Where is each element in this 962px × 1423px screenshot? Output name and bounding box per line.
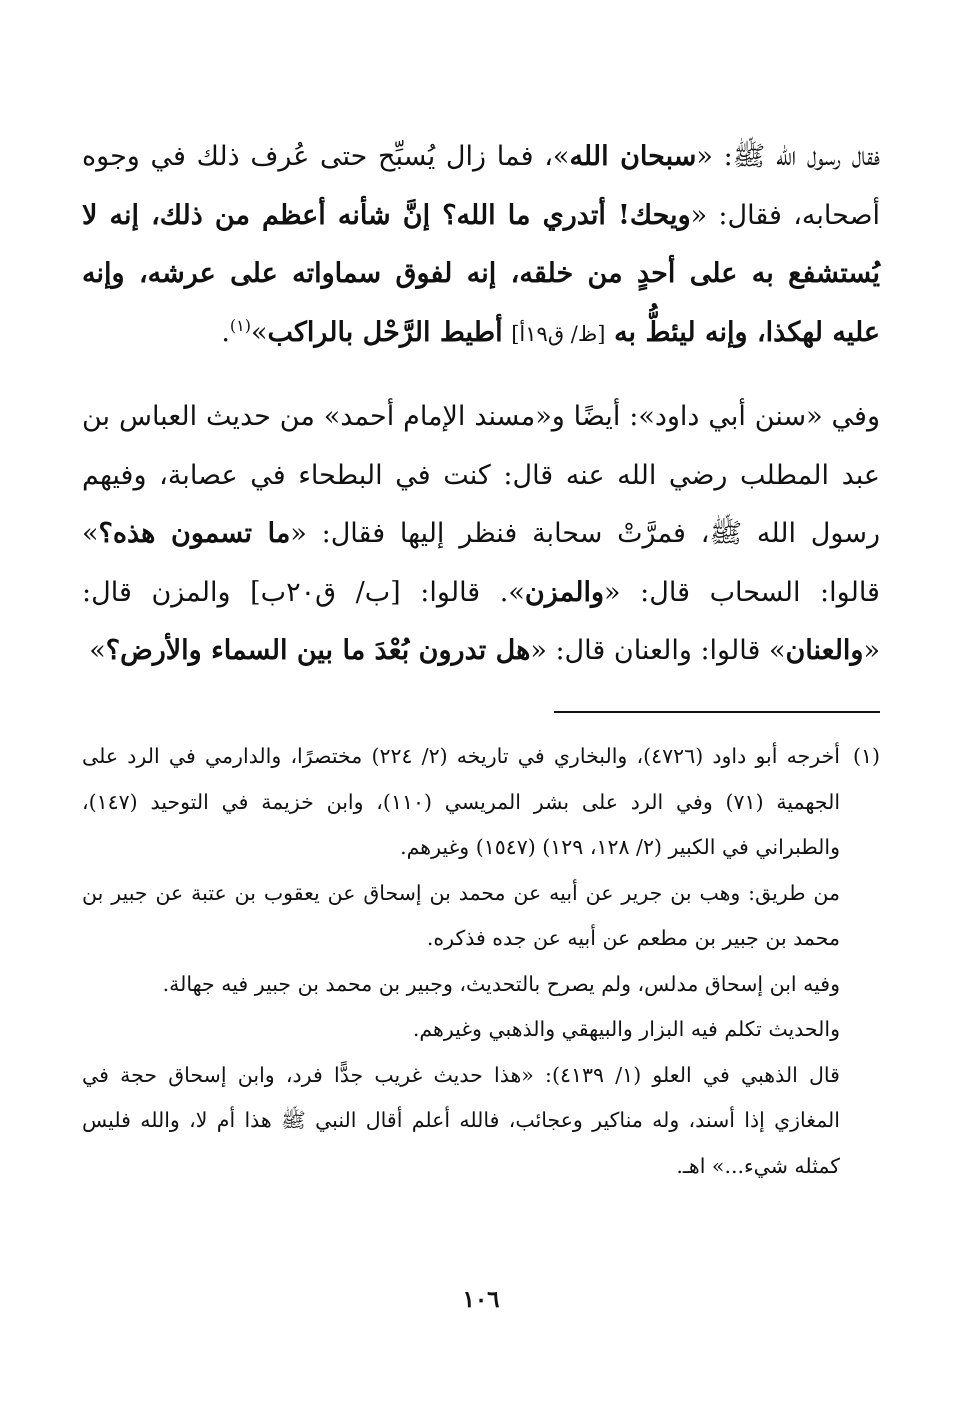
footnote-text-illa: وفيه ابن إسحاق مدلس، ولم يصرح بالتحديث، وجبير بن محمد بن جبير فيه جهالة. [162,971,840,996]
footnote-number: (١) [852,744,880,768]
p1-text-a: فقال رسول الله ﷺ: « [696,141,880,172]
p2-quote-anan: والعنان [785,635,864,666]
footnote-text-takhrij: أخرجه أبو داود (٤٧٢٦)، والبخاري في تاريخه (٢/ ٢٢٤) مختصرًا، والدارمي في الرد على الجهمية (٧١) وفي الرد على بشر المريسي (١١٠)، وابن خزيمة في التوحيد (١٤٧)، والطبراني في الكبير (٢/ ١٢٨، ١٢٩) (١٥٤٧) وغيرهم. [82,744,841,859]
footnote-text-isnad: من طريق: وهب بن جرير عن أبيه عن محمد بن إسحاق عن يعقوب بن عتبة عن جبير بن محمد بن جبير بن مطعم عن أبيه عن جده فذكره. [82,880,840,950]
p2-text-e: ». قالوا: [ب/ ق٢٠ب] والمزن قال: « [82,576,880,666]
footnote-text-dhahabi: قال الذهبي في العلو (١/ ٤١٣٩): «هذا حديث غريب جدًّا فرد، وابن إسحاق حجة في المغازي إذا أسند، وله مناكير وعجائب، فالله أعلم أقال النبي ﷺ هذا أم لا، والله فليس كمثله شيء...» اهـ. [82,1062,840,1178]
p2-quote-ma-tusammun: ما تسمون هذه؟ [98,518,291,549]
footnotes [82,734,880,1189]
page [82,128,880,1178]
paragraph-hadith-abbas [82,388,880,681]
page-number: ١٠٦ [462,1286,500,1313]
p2-text-c: » قالوا: السحاب قال: « [82,518,880,608]
p2-text-i: » [89,635,106,666]
manuscript-folio-ref-1: [ظ/ ق١٩أ] [511,321,606,346]
p1-text-c: »، فما زال يُسبِّح حتى عُرف ذلك في وجوه أصحابه، فقال: « [82,141,880,231]
footnote-ref-1[interactable]: (١) [229,315,252,335]
main-text [82,128,880,681]
paragraph-hadith-atit [82,128,880,363]
p2-quote-hal-tadrun: هل تدرون بُعْدَ ما بين السماء والأرض؟ [105,635,531,666]
p1-text-f: » [251,316,268,348]
footnote-1 [82,734,880,871]
p2-quote-muzn: والمزن [524,576,605,608]
footnote-separator [554,711,880,713]
p1-quote-atit: أطيط الرَّحْل بالراكب [267,316,503,348]
p2-text-g: » قالوا: والعنان قال: « [530,635,786,666]
p1-quote-wayhak: ويحك! أتدري ما الله؟ إنَّ شأنه أعظم من ذلك، إنه لا يُستشفع به على أحدٍ من خلقه، إنه لفوق سماواته على عرشه، وإنه عليه لهكذا، وإنه ليئطُّ به [82,199,880,348]
p1-text-g: . [221,316,230,348]
p2-text-a: وفي «سنن أبي داود»: أيضًا و«مسند الإمام أحمد» من حديث العباس بن عبد المطلب رضي الله عنه قال: كنت في البطحاء في عصابة، وفيهم رسول الله ﷺ، فمرَّتْ سحابة فنظر إليها فقال: « [82,401,880,549]
footnote-text-critics: والحديث تكلم فيه البزار والبيهقي والذهبي وغيرهم. [412,1017,840,1041]
p1-quote-subhan-allah: سبحان الله [569,141,697,172]
